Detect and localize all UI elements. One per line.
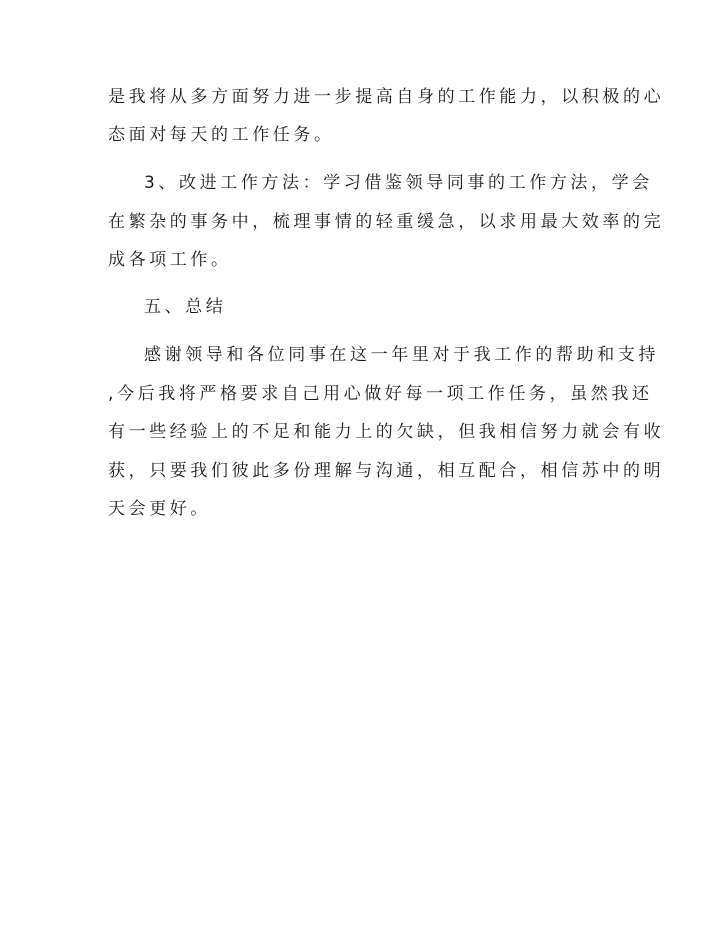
paragraph-3-line-1: 感谢领导和各位同事在这一年里对于我工作的帮助和支持	[144, 345, 659, 365]
paragraph-2-line-2: 在繁杂的事务中，梳理事情的轻重缓急，以求用最大效率的完	[108, 212, 665, 232]
paragraph-3-line-5: 天会更好。	[108, 499, 211, 519]
paragraph-3-line-4: 获，只要我们彼此多份理解与沟通，相互配合，相信苏中的明	[108, 461, 665, 481]
paragraph-2-line-3: 成各项工作。	[108, 250, 232, 270]
paragraph-2-line-1: 3、改进工作方法：学习借鉴领导同事的工作方法，学会	[144, 173, 653, 193]
paragraph-1-line-1: 是我将从多方面努力进一步提高自身的工作能力，以积极的心	[108, 87, 665, 107]
paragraph-1-line-2: 态面对每天的工作任务。	[108, 125, 335, 145]
paragraph-3-line-2: ,今后我将严格要求自己用心做好每一项工作任务，虽然我还	[108, 384, 653, 404]
paragraph-3-line-3: 有一些经验上的不足和能力上的欠缺，但我相信努力就会有收	[108, 422, 665, 442]
section-heading: 五、总结	[144, 297, 227, 317]
